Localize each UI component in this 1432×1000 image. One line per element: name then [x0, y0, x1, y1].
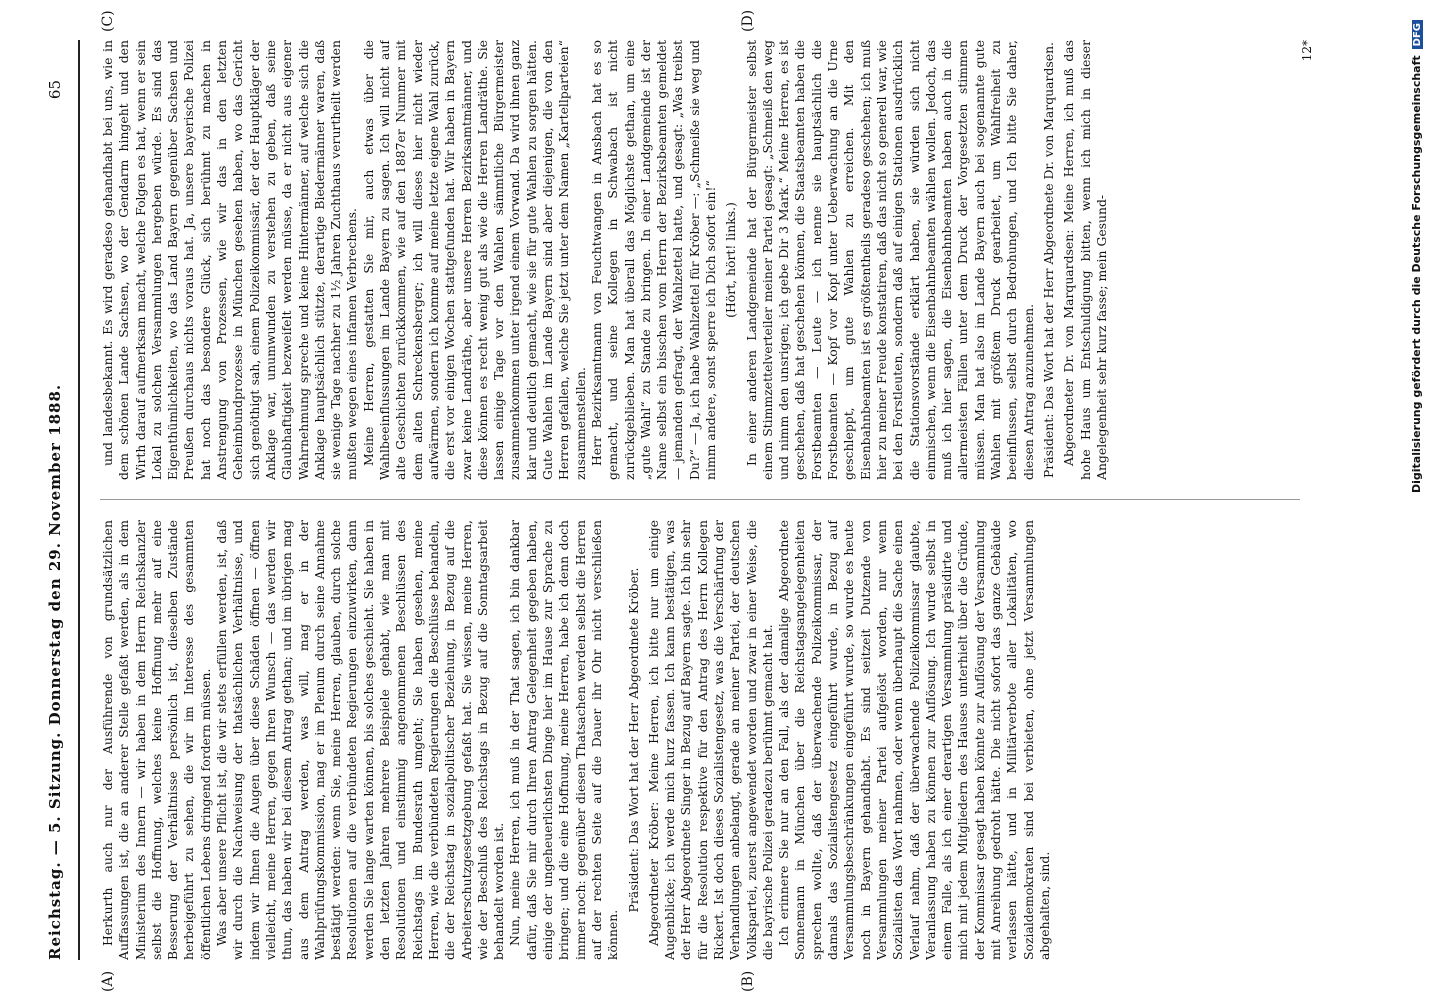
left-column	[100, 520, 1300, 960]
dfg-credit-text: Digitalisierung gefördert durch die Deutsche Forschungsgemeinschaft	[1410, 55, 1423, 494]
paragraph: Herr Bezirksamtmann von Feuchtwangen in Ansbach hat es so gemacht, und seine Kollegen in Schwabach ist nicht zurückgeblieben. Man hat überall das Möglichste gethan, um eine „gute Wahl“ zu Stande zu bringen. In einer Landgemeinde ist der Name selbst ein bisschen vom Herrn der Bezirksbeamten gemeldet — jemanden gefragt, der Wahlzettel hatte, und gesagt: „Was treibst Du?“ — Ja, ich habe Wahlzettel für Kröber —: „Schmeiße sie weg und nimm andere, sonst sperre ich Dich sofort ein!“	[588, 40, 718, 480]
paragraph: Abgeordneter Dr. von Marquardsen: Meine Herren, ich muß das hohe Haus um Entschuldigung bitten, wenn ich mich in dieser Angelegenheit sehr kurz fasse; mein Gesund-	[1061, 40, 1109, 480]
header-rule	[78, 40, 80, 960]
paragraph: Nun, meine Herren, ich muß in der That sagen, ich bin dankbar dafür, daß Sie mir durch Ihren Antrag Gelegenheit gegeben haben, einige der ungeheuerlichsten Dinge hier im Hause zur Sprache zu bringen; und die eine Hoffnung, meine Herren, habe ich denn doch immer noch: gegenüber diesen Thatsachen werden selbst die Herren auf der rechten Seite auf die Dauer ihr Ohr nicht verschließen können.	[507, 520, 621, 960]
column-divider	[100, 499, 1300, 500]
paragraph: Präsident: Das Wort hat der Herr Abgeordnete Kröber.	[625, 567, 641, 913]
paragraph: Abgeordneter Kröber: Meine Herren, ich bitte nur um einige Augenblicke; ich werde mich kurz fassen. Ich kann bestätigen, was der Herr Abgeordnete Singer in Bezug auf Bayern sagte. Ich bin sehr für die Resolution respektive für den Antrag des Herrn Kollegen Rickert. Ist doch dieses Sozialistengesetz, was die Verschärfung der Verhandlungen anbelangt, gerade an meiner Partei, der deutschen Volkspartei, zuerst angewendet worden und zwar in einer Weise, die die bayrische Polizei geradezu berühmt gemacht hat.	[645, 520, 775, 960]
dfg-logo: DFG	[1412, 20, 1423, 49]
paragraph: (Hört, hört! links.)	[723, 202, 739, 318]
page-header	[46, 40, 74, 960]
signature-mark: 12*	[1300, 40, 1314, 62]
page-title: Reichstag. — 5. Sitzung. Donnerstag den 29. November 1888.	[46, 383, 64, 960]
paragraph: Was aber unsere Pflicht ist, die wir stets erfüllen werden, ist, daß wir durch die Nachweisung der thatsächlichen Verhältnisse, und indem wir Ihnen die Augen über diese Schäden öffnen — öffnen vielleicht, meine Herren, gegen Ihren Wunsch — das werden wir thun, das haben wir bei diesem Antrag gethan; und im übrigen mag aus dem Antrag werden, was will, mag er in der Wahlprüfungskommission, mag er im Plenum durch seine Annahme bestätigt werden: wenn Sie, meine Herren, glauben, durch solche Resolutionen auf die verbündeten Regierungen einzuwirken, dann werden Sie lange warten können, bis solches geschieht. Sie haben in den letzten Jahren mehrere Beispiele gehabt, wie man mit Resolutionen und einstimmig angenommenen Beschlüssen des Reichstags im Bundesrath umgeht; Sie haben gesehen, meine Herren, wie die verbündeten Regierungen die Beschlüsse behandeln, die der Reichstag in sozialpolitischer Beziehung, in Bezug auf die Arbeiterschutzgesetzgebung gefaßt hat. Sie wissen, meine Herren, wie der Beschluß des Reichstags in Bezug auf die Sonntagsarbeit behandelt worden ist.	[214, 520, 507, 960]
paragraph: Meine Herren, gestatten Sie mir, auch etwas über die Wahlbeeinflussungen im Lande Bayern zu sagen. Ich will nicht auf alte Geschichten zurückkommen, wie auf den 1887er Nummer mit dem alten Schreckensberger; ich will dieses hier nicht wieder aufwärmen, sondern ich komme auf meine letzte eigene Wahl zurück, die erst vor einigen Wochen stattgefunden hat. Wir haben in Bayern zwar keine Landräthe, aber unsere Herren Bezirksamtmänner, und diese können es recht wenig gut als wie die Herren Landräthe. Sie lassen einige Tage vor den Wahlen sämmtliche Bürgermeister zusammenkommen unter irgend einem Vorwand. Da wird ihnen ganz klar und deutlich gemacht, wie sie für gute Wahlen zu sorgen hätten. Gute Wahlen im Lande Bayern sind aber diejenigen, die von den Herren gefallen, welche Sie jetzt unter dem Namen „Kartellparteien“ zusammenstellen.	[360, 40, 588, 480]
page-number: 65	[46, 80, 64, 100]
margin-marker-c: (C)	[100, 10, 116, 32]
paragraph: In einer anderen Landgemeinde hat der Bürgermeister selbst einem Stimmzettelverteiler meiner Partei gesagt: „Schmeiß den weg und nimm den unsrigen; ich gebe Dir 3 Mark.“ Meine Herren, es ist geschehen, daß hat geschehen können, die Staatsbeamten haben die Forstbeamten — Leute — ich nenne sie hauptsächlich die Forstbeamten — Kopf vor Kopf unter Ueberwachung an die Urne geschleppt, um gute Wahlen zu erreichen. Mit den Eisenbahnbeamten ist es größtentheils geradeso geschehen; ich muß hier zu meiner Freude konstatiren, daß das nicht so generell war, wie bei den Forstleuten, sondern daß auf einigen Stationen ausdrücklich die Stationsvorstände erklärt haben, sie würden sich nicht einmischen, wenn die Eisenbahnbeamten wählen wollen. Jedoch, das muß ich hier sagen, die Eisenbahnbeamten haben auch in die allermeisten Fällen unter dem Druck der Vorgesetzten stimmen müssen. Man hat also im Lande Bayern auch bei sogenannte gute Wahlen mit größtem Druck gearbeitet, um Wahlfreiheit zu beeinflussen, selbst durch Bedrohungen, und Ich bitte Sie daher, diesen Antrag anzunehmen.	[743, 40, 1036, 480]
paragraph: Präsident: Das Wort hat der Herr Abgeordnete Dr. von Marquardsen.	[1040, 42, 1056, 478]
dfg-side-strip	[1410, 20, 1428, 980]
paragraph: und landesbekannt. Es wird geradeso gehandhabt bei uns, wie in dem schönen Lande Sachsen, wo der Gendarm hingeht und den Wirth darauf aufmerksam macht, welche Folgen es hat, wenn er sein Lokal zu solchen Versammlungen hergeben würde. Es sind das Eigenthümlichkeiten, wo das Land Bayern gegenüber Sachsen und Preußen durchaus nichts voraus hat. Ja, unsere bayerische Polizei hat noch das besondere Glück, sich berühmt zu machen in Anstrengung von Prozessen, wie wir das in den letzten Geheimbundprozesse in München gesehen haben, wo das Gericht sich genöthigt sah, einem Polizeikommissär, der der Hauptkläger der Anklage war, unumwunden zu verstehen zu geben, daß seine Glaubhaftigkeit bezweifelt werden müsse, da er nicht aus eigener Wahrnehmung spreche und keine Hintermänner, auf welche sich die Anklage hauptsächlich stützte, derartige Biedermänner waren, daß sie wenige Tage nachher zu 1½ Jahren Zuchthaus verurtheilt werden mußten wegen eines infamen Verbrechens.	[100, 40, 360, 480]
dfg-credit	[1410, 20, 1428, 980]
margin-marker-a: (A)	[100, 970, 116, 992]
margin-marker-b: (B)	[740, 970, 756, 992]
paragraph: Ich erinnere Sie nur an den Fall, als der damalige Abgeordnete Sonnemann in München über die Reichstagsangelegenheiten sprechen wollte, daß der überwachende Polizeikommissar, der damals das Sozialistengesetz eingeführt wurde, in Bezug auf Versammlungsbeschränkungen eingeführt wurde, so wurde es heute noch in Bayern gehandhabt. Es sind seitzeit Dutzende von Versammlungen meiner Partei aufgelöst worden, nur wenn Sozialisten das Wort nahmen, oder wenn überhaupt die Sache einen Verlauf nahm, daß der überwachende Polizeikommissar glaubte, Veranlassung haben zu können zur Auflösung. Ich wurde selbst in einem Falle, als ich einer derartigen Versammlung präsidirte und mich mit jedem Mitgliedern des Hauses unterhielt über die Gründe, der Kommissar gesagt haben könnte zur Auflösung der Versammlung mit Anreihung gedroht hätte. Die nicht sofort das ganze Gebäude verlassen hätte, und in Militärverbote aller Lokalitäten, wo Sozialdemokraten sind bei verbieten, ohne jetzt Versammlungen abgehalten, sind.	[776, 520, 1052, 960]
right-column	[100, 40, 1300, 480]
paragraph: Herkurth auch nur der Ausführende von grundsätzlichen Auffassungen ist, die an anderer Stelle gefaßt werden, als in dem Ministerium des Innern — wir haben in dem Herrn Reichskanzler selbst die Hoffnung, welches keine Hoffnung mehr auf eine Besserung der Verhältnisse persönlich ist, dieselben Zustände herbeigeführt zu sehen, die wir im Interesse des gesammten öffentlichen Lebens dringend fordern müssen.	[100, 520, 213, 960]
margin-marker-d: (D)	[740, 9, 756, 32]
